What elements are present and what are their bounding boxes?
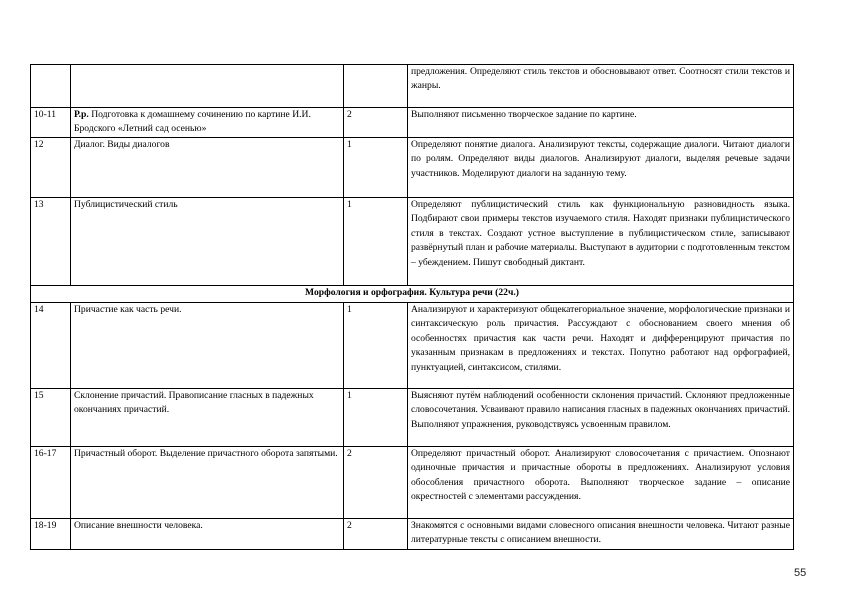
row-hours: 2	[344, 447, 408, 519]
row-topic: Причастный оборот. Выделение причастного оборота запятыми.	[71, 447, 344, 519]
row-activity: Выясняют путём наблюдений особенности склонения причастий. Склоняют предложенные словосочетания. Усваивают правило написания гласных в падежных окончаниях причастий. Выполняют упражнения, руководствуясь усвоенным правилом.	[408, 389, 794, 447]
row-hours: 1	[344, 198, 408, 286]
row-number: 13	[31, 198, 71, 286]
row-activity: предложения. Определяют стиль текстов и обосновывают ответ. Соотносят стили текстов и жанры.	[408, 65, 794, 108]
table-row	[31, 389, 794, 447]
row-hours: 1	[344, 389, 408, 447]
row-topic: Описание внешности человека.	[71, 519, 344, 550]
thematic-plan-table	[30, 64, 794, 550]
row-number: 14	[31, 303, 71, 389]
row-hours	[344, 65, 408, 108]
row-activity: Определяют публицистический стиль как функциональную разновидность языка. Подбирают свои примеры текстов изучаемого стиля. Находят признаки публицистического стиля в текстах. Создают устное выступление в публицистическом стиле, записывают развёрнутый план и рабочие материалы. Выступают в аудитории с подготовленным текстом – убеждением. Пишут свободный диктант.	[408, 198, 794, 286]
topic-text: Подготовка к домашнему сочинению по картине И.И. Бродского «Летний сад осенью»	[74, 109, 311, 135]
topic-prefix: Р.р.	[74, 109, 89, 120]
row-hours: 2	[344, 108, 408, 138]
row-topic	[71, 108, 344, 138]
row-number: 12	[31, 138, 71, 198]
row-hours: 1	[344, 303, 408, 389]
row-activity: Анализируют и характеризуют общекатегориальное значение, морфологические признаки и синтаксическую роль причастия. Рассуждают с обоснованием своего мнения об особенностях причастия как части речи. Находят и дифференцируют причастия по указанным признакам в предложениях и текстах. Попутно работают над орфографией, пунктуацией, синтаксисом, стилями.	[408, 303, 794, 389]
row-activity: Выполняют письменно творческое задание по картине.	[408, 108, 794, 138]
row-topic	[71, 65, 344, 108]
row-topic: Склонение причастий. Правописание гласных в падежных окончаниях причастий.	[71, 389, 344, 447]
row-hours: 2	[344, 519, 408, 550]
row-topic: Диалог. Виды диалогов	[71, 138, 344, 198]
table-row	[31, 108, 794, 138]
row-topic: Публицистический стиль	[71, 198, 344, 286]
row-activity: Определяют причастный оборот. Анализируют словосочетания с причастием. Опознают одиночные причастия и причастные обороты в предложениях. Анализируют условия обособления причастного оборота. Выполняют творческое задание – описание окрестностей с элементами рассуждения.	[408, 447, 794, 519]
table-row	[31, 519, 794, 550]
row-number: 16-17	[31, 447, 71, 519]
section-header-row	[31, 286, 794, 303]
row-number	[31, 65, 71, 108]
table-row	[31, 65, 794, 108]
table-row	[31, 447, 794, 519]
table-row	[31, 303, 794, 389]
row-number: 15	[31, 389, 71, 447]
row-topic: Причастие как часть речи.	[71, 303, 344, 389]
row-activity: Определяют понятие диалога. Анализируют тексты, содержащие диалоги. Читают диалоги по ролям. Определяют виды диалогов. Анализируют диалоги, выделяя речевые задачи участников. Моделируют диалоги на заданную тему.	[408, 138, 794, 198]
table-row	[31, 138, 794, 198]
row-hours: 1	[344, 138, 408, 198]
row-number: 18-19	[31, 519, 71, 550]
row-number: 10-11	[31, 108, 71, 138]
row-activity: Знакомятся с основными видами словесного описания внешности человека. Читают разные литературные тексты с описанием внешности.	[408, 519, 794, 550]
section-title: Морфология и орфография. Культура речи (22ч.)	[31, 286, 794, 303]
table-row	[31, 198, 794, 286]
page-number: 55	[794, 567, 807, 579]
